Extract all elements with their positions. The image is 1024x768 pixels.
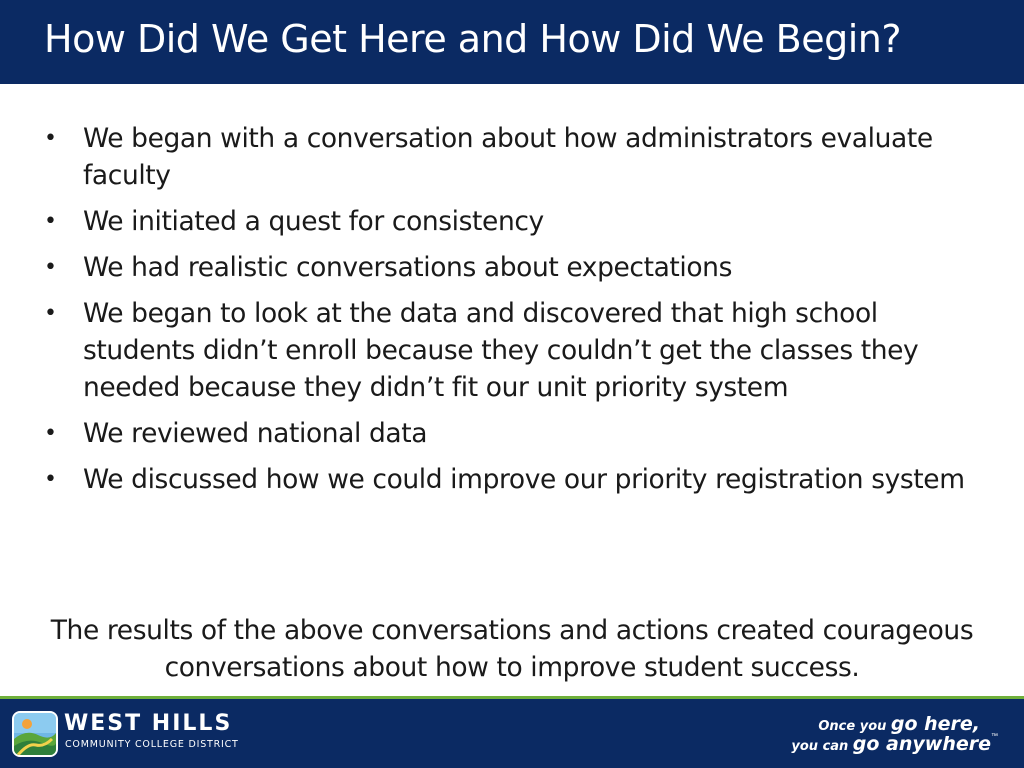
west-hills-logo-icon <box>12 711 58 757</box>
summary-text: The results of the above conversations and actions created courageous conversations about how to improve student success. <box>50 614 974 683</box>
footer-bar <box>0 699 1024 768</box>
tagline-line-1 <box>818 713 980 735</box>
slide-title: How Did We Get Here and How Did We Begin? <box>44 17 902 61</box>
logo-subtitle: COMMUNITY COLLEGE DISTRICT <box>65 739 239 750</box>
trademark-symbol: ™ <box>991 733 998 740</box>
tagline-go-here: go here, <box>890 713 980 735</box>
bullet-icon: • <box>44 301 57 326</box>
list-item-text: We began with a conversation about how administrators evaluate faculty <box>83 123 933 191</box>
logo-wordmark: WEST HILLS <box>64 711 233 736</box>
list-item <box>0 203 1024 240</box>
list-item <box>0 120 1024 194</box>
list-item <box>0 461 1024 498</box>
tagline-you-can: you can <box>791 739 849 754</box>
title-bar <box>0 0 1024 84</box>
list-item-text: We began to look at the data and discovered that high school students didn’t enroll because they couldn’t get the classes they needed because they didn’t fit our unit priority system <box>83 298 919 403</box>
bullet-icon: • <box>44 126 57 151</box>
list-item-text: We discussed how we could improve our priority registration system <box>83 464 965 495</box>
tagline <box>791 713 998 759</box>
tagline-line-2 <box>791 733 998 755</box>
slide-content <box>0 120 1024 507</box>
list-item <box>0 249 1024 286</box>
list-item-text: We reviewed national data <box>83 418 428 449</box>
list-item-text: We initiated a quest for consistency <box>83 206 544 237</box>
tagline-once-you: Once you <box>818 719 887 734</box>
bullet-icon: • <box>44 421 57 446</box>
list-item <box>0 295 1024 406</box>
list-item <box>0 415 1024 452</box>
bullet-icon: • <box>44 255 57 280</box>
list-item-text: We had realistic conversations about expectations <box>83 252 732 283</box>
bullet-list <box>0 120 1024 498</box>
bullet-icon: • <box>44 467 57 492</box>
bullet-icon: • <box>44 209 57 234</box>
tagline-go-anywhere: go anywhere <box>852 733 991 755</box>
